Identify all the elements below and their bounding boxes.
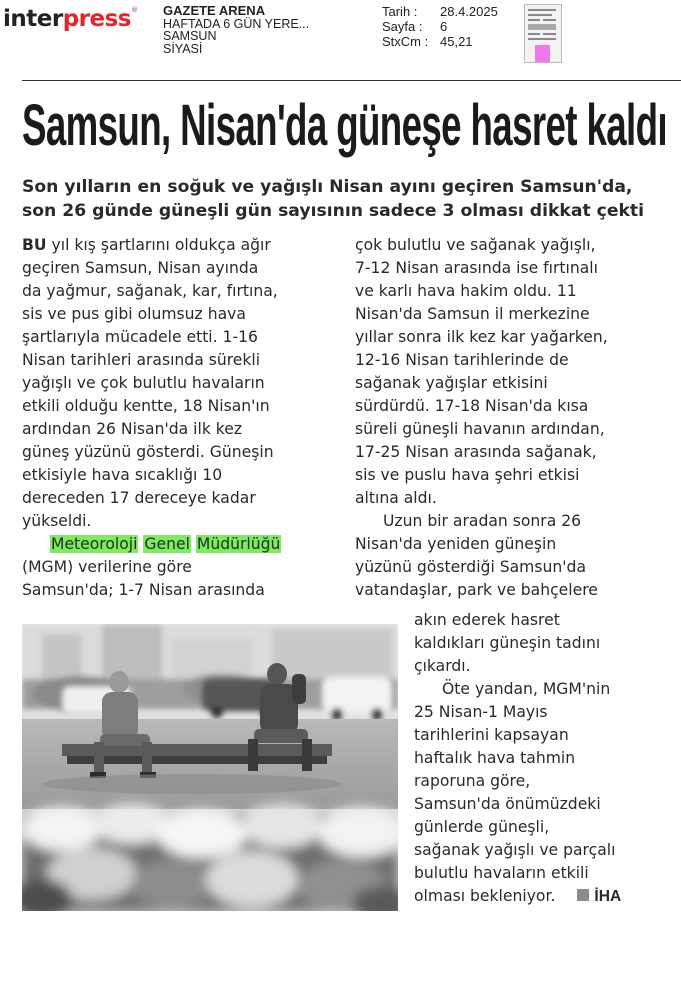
article-photo [22,624,398,911]
text-line: Samsun'da; 1-7 Nisan arasında [22,581,265,599]
publication-city: SAMSUN [163,29,217,43]
thumb-line [528,19,540,21]
text-line: etkisiyle hava sıcaklığı 10 [22,466,223,484]
text-line: çıkardı. [414,657,471,675]
text-line: sağanak yağışlı ve parçalı [414,841,616,859]
thumb-line [528,38,556,40]
park-scene-illustration [22,624,398,911]
text-line [22,533,332,556]
thumb-line [528,33,540,35]
text-line: yıllar sonra ilk kez kar yağarken, [355,328,608,346]
publication-section: SİYASİ [163,41,203,56]
text-line: sis ve puslu hava şehri etkisi [355,466,580,484]
text-line: sürdürdü. 17-18 Nisan'da kısa [355,397,589,415]
text-line: güneş yüzünü gösterdi. Güneşin [22,443,274,461]
text-fragment: olması bekleniyor. [414,887,556,905]
meta-page-value: 6 [440,19,448,34]
text-line: altına aldı. [355,489,437,507]
publication-frequency: HAFTADA 6 GÜN YERE... [163,16,310,31]
text-line: ardından 26 Nisan'da ilk kez [22,420,243,438]
meta-date-row [382,4,498,19]
signature-text: İHA [594,888,622,905]
meta-stxcm-row [382,34,498,49]
clipping-meta [382,4,498,49]
thumb-line [528,14,552,16]
text-line: raporuna göre, [414,772,531,790]
text-line: geçiren Samsun, Nisan ayında [22,259,259,277]
article-column-3 [414,609,676,908]
registered-mark: ® [131,6,138,14]
header-divider [22,80,681,81]
article-signature [577,885,621,908]
text-line: ve karlı hava hakim oldu. 11 [355,282,577,300]
publication-info [163,5,309,55]
text-line: Samsun'da önümüzdeki [414,795,601,813]
text-line: 25 Nisan-1 Mayıs [414,703,548,721]
text-line: sis ve pus gibi olumsuz hava [22,305,246,323]
thumb-line [543,33,556,35]
text-fragment: yıl kış şartlarını oldukça ağır [46,236,271,254]
text-line: Nisan tarihleri arasında sürekli [22,351,261,369]
text-line: 7-12 Nisan arasında ise fırtınalı [355,259,598,277]
article-headline: Samsun, Nisan'da güneşe hasret kaldı [22,93,667,158]
text-line: yüzünü gösterdiği Samsun'da [355,558,587,576]
thumb-line [543,19,556,21]
text-line: haftalık hava tahmin [414,749,576,767]
text-line: Nisan'da yeniden güneşin [355,535,557,553]
highlighted-term: Müdürlüğü [196,535,281,553]
page-thumbnail[interactable] [524,4,562,63]
meta-date-label: Tarih : [382,4,418,19]
text-line: 17-25 Nisan arasında sağanak, [355,443,597,461]
text-line: kaldıkları güneşin tadını [414,634,601,652]
text-line: 12-16 Nisan tarihlerinde de [355,351,569,369]
subhead-line-1: Son yılların en soğuk ve yağışlı Nisan ayını geçiren Samsun'da, [22,177,633,197]
meta-date-value: 28.4.2025 [440,4,498,19]
logo-text-inter: inter [3,6,63,32]
text-line: süreli güneşli havanın ardından, [355,420,605,438]
text-line: (MGM) verilerine göre [22,558,192,576]
meta-page-label: Sayfa : [382,19,423,34]
text-line [414,885,676,908]
meta-page-row [382,19,498,34]
text-line [22,234,332,257]
text-line: vatandaşlar, park ve bahçelere [355,581,598,599]
text-line: akın ederek hasret [414,611,560,629]
highlighted-term: Genel [144,535,190,553]
lead-word: BU [22,236,47,254]
text-line: yağışlı ve çok bulutlu havaların [22,374,265,392]
text-line: Öte yandan, MGM'nin [442,680,611,698]
text-line: çok bulutlu ve sağanak yağışlı, [355,236,596,254]
logo-text-press: press [62,6,131,32]
article-subhead [22,175,672,223]
meta-stxcm-label: StxCm : [382,34,429,49]
signature-square-icon [577,889,589,901]
text-line: da yağmur, sağanak, kar, fırtına, [22,282,278,300]
article-column-1 [22,234,332,602]
article-column-2 [355,234,675,602]
text-line: yükseldi. [22,512,92,530]
text-line: günlerde güneşli, [414,818,550,836]
text-line: tarihlerini kapsayan [414,726,569,744]
text-line: şartlarıyla mücadele etti. 1-16 [22,328,258,346]
text-line: Nisan'da Samsun il merkezine [355,305,590,323]
highlighted-term: Meteoroloji [51,535,138,553]
text-line: Uzun bir aradan sonra 26 [383,512,582,530]
subhead-line-2: son 26 günde güneşli gün sayısının sadece 3 olması dikkat çekti [22,201,645,221]
publication-name: GAZETE ARENA [163,3,266,18]
text-line: etkili olduğu kentte, 18 Nisan'ın [22,397,270,415]
meta-stxcm-value: 45,21 [440,34,473,49]
interpress-logo [3,6,138,32]
thumb-article-highlight [535,45,550,62]
text-line: sağanak yağışlar etkisini [355,374,548,392]
thumb-block [528,24,556,30]
thumb-line [528,9,556,11]
text-line: bulutlu havaların etkili [414,864,589,882]
text-line: dereceden 17 dereceye kadar [22,489,256,507]
